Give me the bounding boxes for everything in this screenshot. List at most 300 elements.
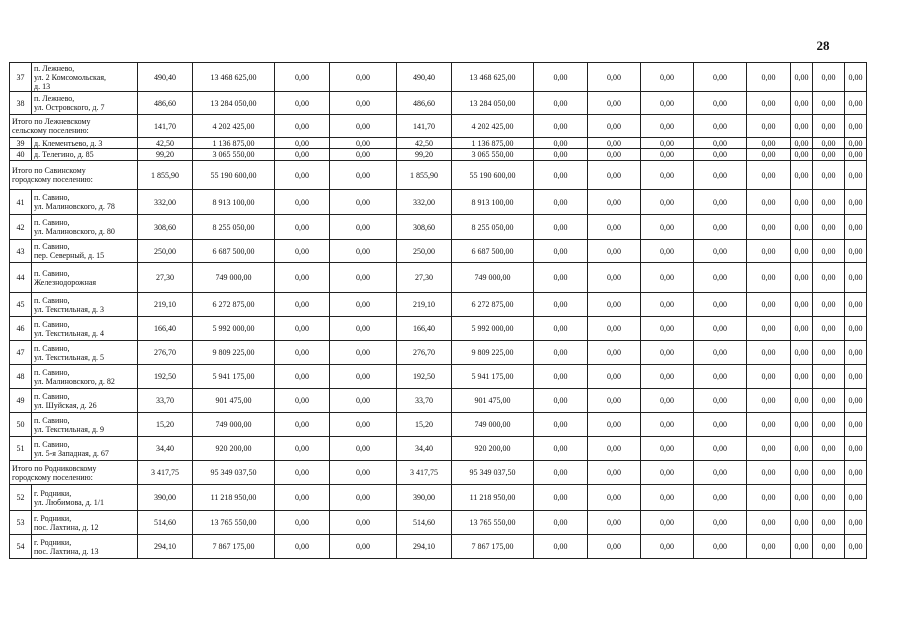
value-cell: 0,00	[791, 115, 813, 138]
value-cell: 95 349 037,50	[193, 461, 275, 485]
subtotal-row	[10, 115, 867, 138]
address-line: ул. Шуйская, д. 26	[34, 400, 97, 410]
table-row	[10, 138, 867, 149]
row-number: 48	[10, 365, 32, 389]
value-cell: 42,50	[138, 138, 193, 149]
address-cell	[32, 190, 138, 215]
value-cell: 0,00	[813, 461, 845, 485]
value-cell: 13 468 625,00	[452, 63, 534, 92]
value-cell: 0,00	[641, 215, 694, 240]
value-cell: 0,00	[534, 190, 588, 215]
address-line: п. Савино,	[34, 242, 70, 251]
value-cell: 0,00	[791, 63, 813, 92]
value-cell: 0,00	[641, 437, 694, 461]
value-cell: 0,00	[588, 115, 641, 138]
value-cell: 0,00	[588, 240, 641, 263]
table-row	[10, 437, 867, 461]
value-cell: 0,00	[534, 389, 588, 413]
address-line: п. Лежнево,	[34, 94, 75, 103]
table-row	[10, 535, 867, 559]
value-cell: 0,00	[694, 190, 747, 215]
value-cell: 0,00	[747, 149, 791, 161]
value-cell: 0,00	[330, 389, 397, 413]
value-cell: 0,00	[330, 149, 397, 161]
value-cell: 34,40	[138, 437, 193, 461]
value-cell: 0,00	[845, 161, 867, 190]
table-row	[10, 92, 867, 115]
value-cell: 0,00	[747, 341, 791, 365]
value-cell: 0,00	[275, 437, 330, 461]
value-cell: 13 284 050,00	[193, 92, 275, 115]
value-cell: 0,00	[813, 413, 845, 437]
address-line: п. Савино,	[34, 391, 70, 401]
value-cell: 0,00	[275, 215, 330, 240]
value-cell: 13 765 550,00	[193, 511, 275, 535]
value-cell: 0,00	[534, 161, 588, 190]
value-cell: 0,00	[641, 161, 694, 190]
value-cell: 5 941 175,00	[452, 365, 534, 389]
value-cell: 192,50	[138, 365, 193, 389]
row-number: 54	[10, 535, 32, 559]
value-cell: 0,00	[747, 63, 791, 92]
value-cell: 0,00	[791, 437, 813, 461]
address-line: п. Савино,	[34, 439, 70, 449]
value-cell: 0,00	[588, 92, 641, 115]
value-cell: 486,60	[397, 92, 452, 115]
value-cell: 0,00	[534, 63, 588, 92]
value-cell: 390,00	[138, 485, 193, 511]
subtotal-label	[10, 461, 138, 485]
address-cell	[32, 413, 138, 437]
table-row	[10, 293, 867, 317]
address-cell	[32, 240, 138, 263]
row-number: 45	[10, 293, 32, 317]
value-cell: 0,00	[791, 317, 813, 341]
address-cell	[32, 63, 138, 92]
value-cell: 0,00	[694, 437, 747, 461]
value-cell: 0,00	[275, 263, 330, 293]
housing-report-table	[9, 62, 867, 559]
value-cell: 0,00	[694, 413, 747, 437]
value-cell: 0,00	[813, 63, 845, 92]
value-cell: 920 200,00	[452, 437, 534, 461]
value-cell: 1 136 875,00	[452, 138, 534, 149]
value-cell: 0,00	[588, 511, 641, 535]
value-cell: 0,00	[588, 215, 641, 240]
value-cell: 0,00	[813, 215, 845, 240]
report-body	[10, 63, 867, 559]
address-cell	[32, 263, 138, 293]
value-cell: 0,00	[845, 149, 867, 161]
value-cell: 250,00	[138, 240, 193, 263]
value-cell: 0,00	[791, 92, 813, 115]
value-cell: 250,00	[397, 240, 452, 263]
value-cell: 166,40	[138, 317, 193, 341]
value-cell: 294,10	[138, 535, 193, 559]
value-cell: 0,00	[791, 149, 813, 161]
value-cell: 0,00	[845, 138, 867, 149]
value-cell: 0,00	[641, 461, 694, 485]
value-cell: 8 255 050,00	[193, 215, 275, 240]
address-cell	[32, 138, 138, 149]
value-cell: 486,60	[138, 92, 193, 115]
value-cell: 95 349 037,50	[452, 461, 534, 485]
value-cell: 0,00	[588, 461, 641, 485]
address-cell	[32, 92, 138, 115]
value-cell: 0,00	[588, 63, 641, 92]
value-cell: 0,00	[330, 365, 397, 389]
table-row	[10, 511, 867, 535]
value-cell: 0,00	[534, 341, 588, 365]
value-cell: 0,00	[813, 365, 845, 389]
address-line: п. Лежнево,	[34, 63, 75, 73]
address-line: п. Савино,	[34, 295, 70, 305]
value-cell: 15,20	[138, 413, 193, 437]
value-cell: 0,00	[275, 535, 330, 559]
value-cell: 0,00	[747, 293, 791, 317]
subtotal-label-line: городскому поселению:	[12, 472, 93, 482]
value-cell: 308,60	[138, 215, 193, 240]
address-line: п. Савино,	[34, 367, 70, 377]
value-cell: 0,00	[330, 511, 397, 535]
subtotal-row	[10, 161, 867, 190]
value-cell: 0,00	[275, 365, 330, 389]
subtotal-label	[10, 161, 138, 190]
value-cell: 0,00	[588, 389, 641, 413]
value-cell: 0,00	[813, 485, 845, 511]
address-line: д. Клементьево, д. 3	[34, 138, 103, 148]
value-cell: 0,00	[845, 92, 867, 115]
value-cell: 0,00	[747, 511, 791, 535]
address-line: п. Савино,	[34, 319, 70, 329]
value-cell: 0,00	[791, 190, 813, 215]
address-cell	[32, 215, 138, 240]
value-cell: 0,00	[275, 63, 330, 92]
value-cell: 0,00	[330, 115, 397, 138]
value-cell: 0,00	[845, 511, 867, 535]
row-number: 44	[10, 263, 32, 293]
address-cell	[32, 437, 138, 461]
value-cell: 0,00	[813, 115, 845, 138]
value-cell: 33,70	[138, 389, 193, 413]
value-cell: 901 475,00	[452, 389, 534, 413]
value-cell: 0,00	[747, 535, 791, 559]
value-cell: 5 941 175,00	[193, 365, 275, 389]
value-cell: 0,00	[791, 341, 813, 365]
value-cell: 0,00	[694, 365, 747, 389]
value-cell: 0,00	[791, 389, 813, 413]
value-cell: 0,00	[813, 240, 845, 263]
value-cell: 34,40	[397, 437, 452, 461]
value-cell: 514,60	[138, 511, 193, 535]
value-cell: 0,00	[747, 413, 791, 437]
row-number: 40	[10, 149, 32, 161]
address-line: п. Савино,	[34, 193, 70, 202]
row-number: 52	[10, 485, 32, 511]
value-cell: 0,00	[747, 138, 791, 149]
address-cell	[32, 149, 138, 161]
value-cell: 308,60	[397, 215, 452, 240]
value-cell: 390,00	[397, 485, 452, 511]
subtotal-label	[10, 115, 138, 138]
value-cell: 0,00	[588, 190, 641, 215]
value-cell: 0,00	[813, 149, 845, 161]
value-cell: 15,20	[397, 413, 452, 437]
value-cell: 920 200,00	[193, 437, 275, 461]
value-cell: 8 913 100,00	[193, 190, 275, 215]
value-cell: 0,00	[330, 63, 397, 92]
value-cell: 5 992 000,00	[452, 317, 534, 341]
value-cell: 0,00	[534, 115, 588, 138]
value-cell: 276,70	[397, 341, 452, 365]
value-cell: 9 809 225,00	[193, 341, 275, 365]
value-cell: 0,00	[791, 263, 813, 293]
value-cell: 219,10	[138, 293, 193, 317]
address-line: ул. Текстильная, д. 5	[34, 352, 105, 362]
value-cell: 0,00	[747, 263, 791, 293]
value-cell: 0,00	[747, 437, 791, 461]
value-cell: 0,00	[275, 138, 330, 149]
value-cell: 0,00	[845, 461, 867, 485]
table-row	[10, 63, 867, 92]
value-cell: 0,00	[747, 240, 791, 263]
value-cell: 0,00	[813, 341, 845, 365]
value-cell: 514,60	[397, 511, 452, 535]
value-cell: 0,00	[845, 115, 867, 138]
value-cell: 141,70	[397, 115, 452, 138]
address-line: ул. Малиновского, д. 80	[34, 227, 115, 236]
value-cell: 0,00	[845, 365, 867, 389]
value-cell: 0,00	[694, 461, 747, 485]
subtotal-label-line: городскому поселению:	[12, 175, 93, 184]
address-cell	[32, 535, 138, 559]
address-line: пос. Лахтина, д. 13	[34, 546, 99, 556]
value-cell: 166,40	[397, 317, 452, 341]
value-cell: 0,00	[534, 365, 588, 389]
value-cell: 11 218 950,00	[193, 485, 275, 511]
value-cell: 0,00	[641, 511, 694, 535]
value-cell: 27,30	[397, 263, 452, 293]
value-cell: 0,00	[588, 317, 641, 341]
value-cell: 0,00	[694, 535, 747, 559]
value-cell: 0,00	[694, 389, 747, 413]
address-line: д. Телегино, д. 85	[34, 150, 94, 159]
value-cell: 0,00	[330, 92, 397, 115]
value-cell: 0,00	[641, 317, 694, 341]
value-cell: 55 190 600,00	[452, 161, 534, 190]
address-cell	[32, 293, 138, 317]
value-cell: 7 867 175,00	[193, 535, 275, 559]
value-cell: 0,00	[275, 92, 330, 115]
value-cell: 0,00	[275, 317, 330, 341]
value-cell: 0,00	[330, 240, 397, 263]
value-cell: 0,00	[588, 149, 641, 161]
value-cell: 141,70	[138, 115, 193, 138]
value-cell: 0,00	[534, 485, 588, 511]
address-line: ул. Любимова, д. 1/1	[34, 497, 104, 507]
value-cell: 0,00	[588, 485, 641, 511]
value-cell: 219,10	[397, 293, 452, 317]
table-row	[10, 190, 867, 215]
value-cell: 490,40	[138, 63, 193, 92]
value-cell: 1 855,90	[138, 161, 193, 190]
address-line: г. Родники,	[34, 537, 72, 547]
value-cell: 0,00	[275, 115, 330, 138]
value-cell: 0,00	[330, 317, 397, 341]
value-cell: 0,00	[813, 190, 845, 215]
address-line: г. Родники,	[34, 513, 72, 523]
value-cell: 1 855,90	[397, 161, 452, 190]
address-line: пос. Лахтина, д. 12	[34, 522, 99, 532]
value-cell: 5 992 000,00	[193, 317, 275, 341]
value-cell: 276,70	[138, 341, 193, 365]
page-number: 28	[816, 38, 830, 53]
value-cell: 0,00	[694, 149, 747, 161]
value-cell: 0,00	[641, 92, 694, 115]
value-cell: 0,00	[275, 240, 330, 263]
value-cell: 0,00	[694, 293, 747, 317]
value-cell: 490,40	[397, 63, 452, 92]
address-cell	[32, 317, 138, 341]
value-cell: 42,50	[397, 138, 452, 149]
value-cell: 0,00	[813, 92, 845, 115]
row-number: 47	[10, 341, 32, 365]
value-cell: 0,00	[791, 413, 813, 437]
value-cell: 13 284 050,00	[452, 92, 534, 115]
value-cell: 0,00	[791, 365, 813, 389]
value-cell: 0,00	[694, 138, 747, 149]
value-cell: 8 255 050,00	[452, 215, 534, 240]
row-number: 38	[10, 92, 32, 115]
subtotal-label-line: сельскому поселению:	[12, 126, 89, 135]
value-cell: 0,00	[641, 115, 694, 138]
value-cell: 0,00	[588, 413, 641, 437]
value-cell: 0,00	[747, 317, 791, 341]
value-cell: 0,00	[330, 461, 397, 485]
value-cell: 4 202 425,00	[452, 115, 534, 138]
value-cell: 0,00	[694, 240, 747, 263]
address-cell	[32, 389, 138, 413]
value-cell: 0,00	[275, 149, 330, 161]
value-cell: 0,00	[534, 240, 588, 263]
row-number: 42	[10, 215, 32, 240]
row-number: 43	[10, 240, 32, 263]
address-line: Железнодорожная	[34, 277, 97, 287]
value-cell: 0,00	[845, 389, 867, 413]
table-row	[10, 240, 867, 263]
address-line: г. Родники,	[34, 488, 72, 498]
value-cell: 0,00	[747, 161, 791, 190]
value-cell: 0,00	[791, 485, 813, 511]
row-number: 46	[10, 317, 32, 341]
value-cell: 0,00	[845, 293, 867, 317]
value-cell: 0,00	[813, 293, 845, 317]
value-cell: 3 417,75	[397, 461, 452, 485]
value-cell: 0,00	[330, 341, 397, 365]
row-number: 51	[10, 437, 32, 461]
value-cell: 8 913 100,00	[452, 190, 534, 215]
value-cell: 99,20	[397, 149, 452, 161]
value-cell: 0,00	[791, 161, 813, 190]
value-cell: 0,00	[641, 293, 694, 317]
value-cell: 0,00	[330, 263, 397, 293]
table-row	[10, 341, 867, 365]
value-cell: 0,00	[845, 317, 867, 341]
table-row	[10, 365, 867, 389]
value-cell: 0,00	[694, 511, 747, 535]
value-cell: 0,00	[813, 535, 845, 559]
value-cell: 9 809 225,00	[452, 341, 534, 365]
value-cell: 0,00	[747, 389, 791, 413]
row-number: 49	[10, 389, 32, 413]
value-cell: 0,00	[275, 461, 330, 485]
value-cell: 0,00	[791, 138, 813, 149]
value-cell: 0,00	[694, 115, 747, 138]
value-cell: 0,00	[534, 511, 588, 535]
value-cell: 0,00	[791, 240, 813, 263]
value-cell: 192,50	[397, 365, 452, 389]
value-cell: 3 417,75	[138, 461, 193, 485]
value-cell: 0,00	[747, 215, 791, 240]
address-line: ул. 5-я Западная, д. 67	[34, 448, 109, 458]
subtotal-label-line: Итого по Родниковскому	[12, 463, 97, 473]
table-row	[10, 389, 867, 413]
value-cell: 0,00	[588, 341, 641, 365]
value-cell: 0,00	[747, 461, 791, 485]
value-cell: 0,00	[694, 485, 747, 511]
value-cell: 0,00	[845, 190, 867, 215]
address-cell	[32, 341, 138, 365]
value-cell: 0,00	[747, 485, 791, 511]
address-line: ул. Текстильная, д. 3	[34, 304, 105, 314]
address-cell	[32, 511, 138, 535]
value-cell: 13 468 625,00	[193, 63, 275, 92]
subtotal-row	[10, 461, 867, 485]
value-cell: 0,00	[791, 461, 813, 485]
value-cell: 0,00	[845, 437, 867, 461]
value-cell: 0,00	[845, 263, 867, 293]
address-line: п. Савино,	[34, 415, 70, 425]
value-cell: 749 000,00	[193, 413, 275, 437]
value-cell: 0,00	[813, 511, 845, 535]
value-cell: 6 272 875,00	[193, 293, 275, 317]
address-line: пер. Северный, д. 15	[34, 251, 105, 260]
value-cell: 0,00	[330, 413, 397, 437]
value-cell: 0,00	[588, 161, 641, 190]
value-cell: 0,00	[641, 263, 694, 293]
value-cell: 0,00	[534, 317, 588, 341]
subtotal-label-line: Итого по Лежневскому	[12, 117, 91, 126]
value-cell: 0,00	[845, 341, 867, 365]
address-line: ул. Островского, д. 7	[34, 103, 105, 112]
value-cell: 11 218 950,00	[452, 485, 534, 511]
value-cell: 0,00	[330, 293, 397, 317]
value-cell: 0,00	[694, 263, 747, 293]
value-cell: 0,00	[694, 317, 747, 341]
value-cell: 0,00	[275, 511, 330, 535]
value-cell: 6 272 875,00	[452, 293, 534, 317]
value-cell: 0,00	[588, 263, 641, 293]
value-cell: 0,00	[534, 149, 588, 161]
value-cell: 27,30	[138, 263, 193, 293]
value-cell: 0,00	[813, 263, 845, 293]
value-cell: 1 136 875,00	[193, 138, 275, 149]
row-number: 53	[10, 511, 32, 535]
value-cell: 99,20	[138, 149, 193, 161]
table-row	[10, 263, 867, 293]
row-number: 37	[10, 63, 32, 92]
value-cell: 0,00	[641, 240, 694, 263]
